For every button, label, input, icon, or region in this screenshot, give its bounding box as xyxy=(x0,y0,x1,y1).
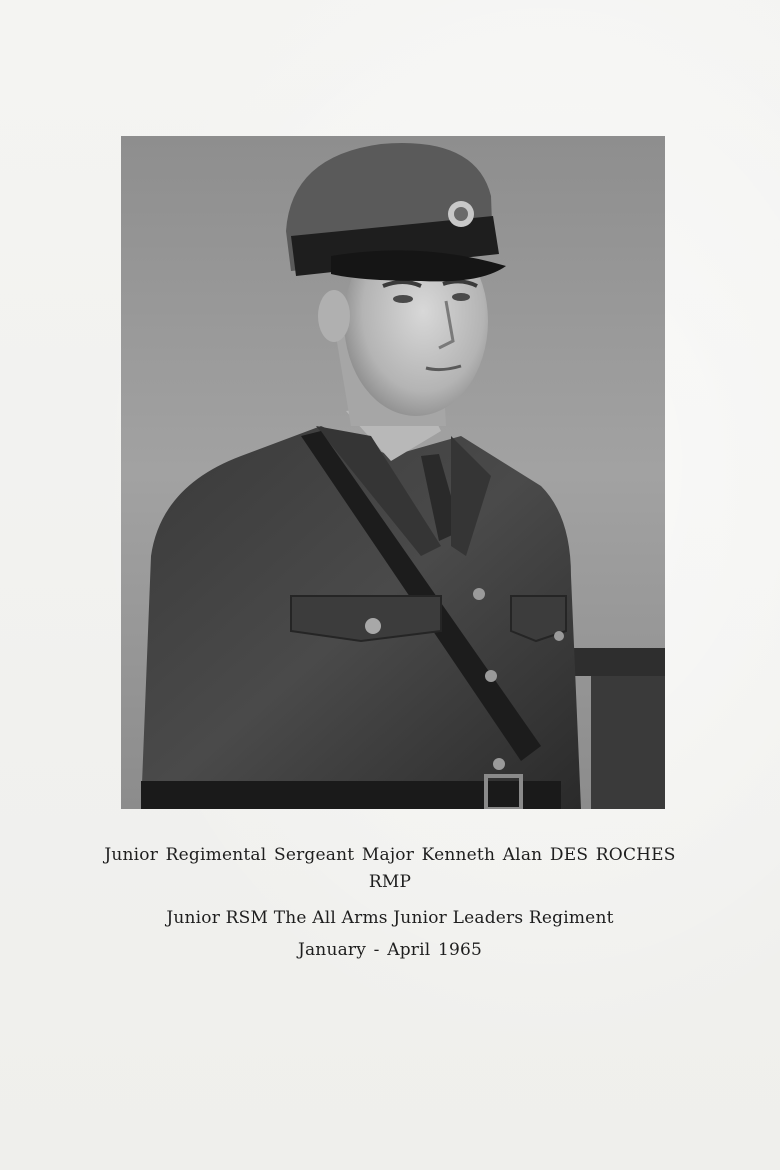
button xyxy=(365,618,381,634)
portrait-illustration xyxy=(121,136,665,809)
caption-appointment: Junior RSM The All Arms Junior Leaders Regiment xyxy=(166,908,614,928)
caption-name-rank: Junior Regimental Sergeant Major Kenneth Alan DES ROCHES xyxy=(104,845,676,865)
caption-dates: January - April 1965 xyxy=(297,940,483,960)
rail xyxy=(561,648,665,676)
portrait-photograph xyxy=(121,136,665,809)
caption-corps: RMP xyxy=(368,872,412,892)
